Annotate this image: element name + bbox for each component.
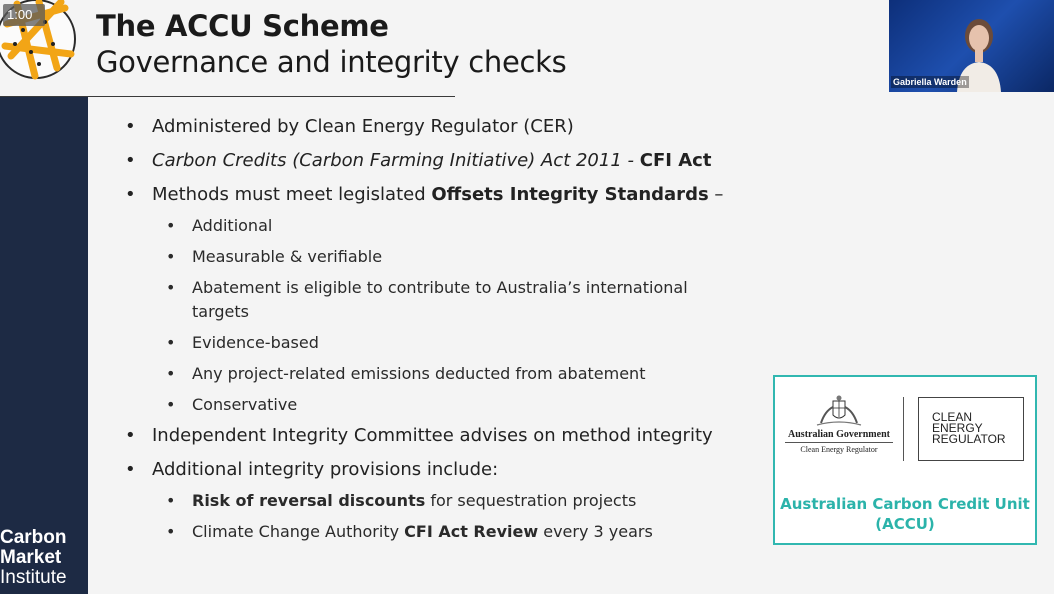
slide-bullets: [122, 114, 762, 551]
brand-line-2: Market: [0, 547, 62, 568]
brand-line-3: Institute: [0, 567, 67, 588]
sub-bullet-item: • Additional: [162, 214, 762, 238]
slide-title: The ACCU Scheme: [96, 9, 389, 43]
australian-government-logo: [785, 395, 893, 454]
gov-name: Australian Government: [785, 429, 893, 443]
participant-name: Gabriella Warden: [893, 77, 967, 87]
sub-bullet-item: • Measurable & verifiable: [162, 245, 762, 269]
sidebar: [0, 97, 88, 594]
bullet-item: • Methods must meet legislated Offsets Integrity Standards –: [122, 182, 762, 208]
accu-caption: Australian Carbon Credit Unit (ACCU): [780, 495, 1030, 533]
sub-bullet-item: • Evidence-based: [162, 331, 762, 355]
sub-bullet-item: • Any project-related emissions deducted from abatement: [162, 362, 762, 386]
bullet-item: • Administered by Clean Energy Regulator (CER): [122, 114, 762, 140]
accu-logo-box: [773, 375, 1037, 545]
coat-of-arms-icon: [813, 395, 865, 427]
sub-bullet-item: • Climate Change Authority CFI Act Review every 3 years: [162, 520, 762, 544]
brand-line-1: Carbon: [0, 527, 67, 548]
sub-bullet-item: • Conservative: [162, 393, 762, 417]
bullet-item: • Independent Integrity Committee advises on method integrity: [122, 423, 762, 449]
brand-wordmark: [0, 528, 88, 588]
bullet-item: • Additional integrity provisions include:: [122, 457, 762, 483]
bullet-item: • Carbon Credits (Carbon Farming Initiative) Act 2011 - CFI Act: [122, 148, 762, 174]
sub-bullet-item: • Risk of reversal discounts for sequestration projects: [162, 489, 762, 513]
cer-logo: CLEAN ENERGY REGULATOR: [918, 397, 1024, 461]
slide-title-block: [96, 8, 566, 80]
slide-subtitle: Governance and integrity checks: [96, 45, 567, 79]
sub-bullet-item: • Abatement is eligible to contribute to Australia’s international targets: [162, 276, 742, 324]
gov-agency: Clean Energy Regulator: [800, 445, 878, 454]
elapsed-timer: 1:00: [3, 4, 45, 26]
webcam-video-tile[interactable]: [889, 0, 1054, 92]
logo-divider: [903, 397, 904, 461]
